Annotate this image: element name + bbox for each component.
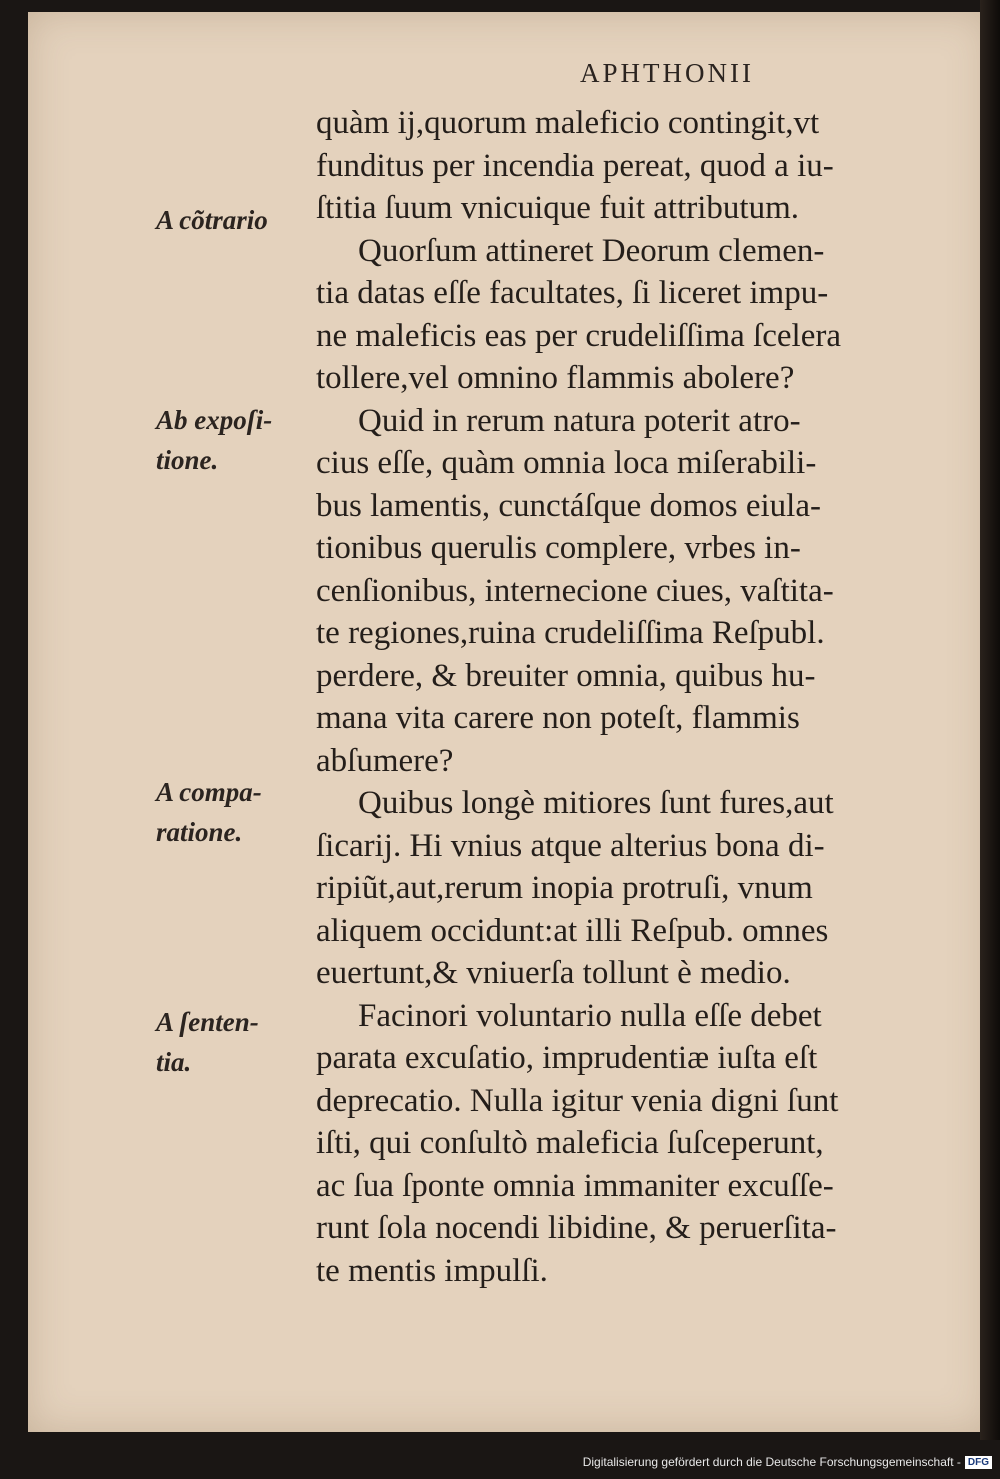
text-line: quàm ij,quorum maleficio contingit,vt xyxy=(316,105,820,141)
text-line: tia datas eſſe facultates, ſi liceret impu- xyxy=(316,275,829,311)
text-line: ſicarij. Hi vnius atque alterius bona di- xyxy=(316,827,825,864)
margin-note-line: tione. xyxy=(156,445,219,475)
text-line: ne maleficis eas per crudeliſſima ſcelera xyxy=(316,317,841,354)
text-line: Quibus longè mitiores ſunt fures,aut xyxy=(358,785,834,821)
text-line: funditus per incendia pereat, quod a iu- xyxy=(316,147,834,184)
text-line: ac ſua ſponte omnia immaniter excuſſe- xyxy=(316,1167,834,1204)
text-line: euertunt,& vniuerſa tollunt è medio. xyxy=(316,955,791,991)
text-line: perdere, & breuiter omnia, quibus hu- xyxy=(316,657,816,694)
margin-note-line: A ſenten- xyxy=(156,1007,259,1037)
text-line: parata excuſatio, imprudentiæ iuſta eſt xyxy=(316,1040,818,1076)
text-line: runt ſola nocendi libidine, & peruerſita- xyxy=(316,1210,837,1246)
main-text xyxy=(316,102,966,1292)
margin-note-line: A compa- xyxy=(156,777,262,807)
dfg-logo: DFG xyxy=(965,1456,992,1469)
text-line: tollere,vel omnino flammis abolere? xyxy=(316,360,795,396)
margin-note-a-sententia xyxy=(156,1002,259,1082)
text-line: Quid in rerum natura poterit atro- xyxy=(358,402,801,439)
text-line: te regiones,ruina crudeliſſima Reſpubl. xyxy=(316,615,825,651)
page-edge xyxy=(980,0,1000,1440)
text-line: te mentis impulſi. xyxy=(316,1252,548,1289)
text-line: deprecatio. Nulla igitur venia digni ſunt xyxy=(316,1082,839,1119)
text-line: tionibus querulis complere, vrbes in- xyxy=(316,530,801,566)
digitization-credit xyxy=(583,1455,992,1469)
text-line: Quorſum attineret Deorum clemen- xyxy=(358,232,825,269)
text-line: ſtitia ſuum vnicuique fuit attributum. xyxy=(316,190,800,226)
text-line: aliquem occidunt:at illi Reſpub. omnes xyxy=(316,912,829,949)
running-header: APHTHONII xyxy=(580,58,754,88)
margin-note-a-contrario xyxy=(156,200,268,240)
credit-text: Digitalisierung gefördert durch die Deutsche Forschungsgemeinschaft - xyxy=(582,1455,961,1469)
text-line: abſumere? xyxy=(316,742,454,779)
margin-note-ab-expositione xyxy=(156,400,272,480)
text-line: cius eſſe, quàm omnia loca miſerabili- xyxy=(316,445,817,481)
text-line: cenſionibus, internecione ciues, vaſtita- xyxy=(316,572,834,609)
text-line: iſti, qui conſultò maleficia ſuſceperunt, xyxy=(316,1125,824,1161)
text-line: Facinori voluntario nulla eſſe debet xyxy=(358,997,822,1034)
text-line: ripiũt,aut,rerum inopia protruſi, vnum xyxy=(316,870,813,906)
margin-note-line: A cõtrario xyxy=(156,205,268,235)
margin-note-line: ratione. xyxy=(156,817,243,847)
margin-note-line: tia. xyxy=(156,1047,192,1077)
text-line: bus lamentis, cunctáſque domos eiula- xyxy=(316,487,821,524)
margin-note-a-comparatione xyxy=(156,772,262,852)
margin-note-line: Ab expoſi- xyxy=(156,405,273,435)
text-line: mana vita carere non poteſt, flammis xyxy=(316,700,800,736)
